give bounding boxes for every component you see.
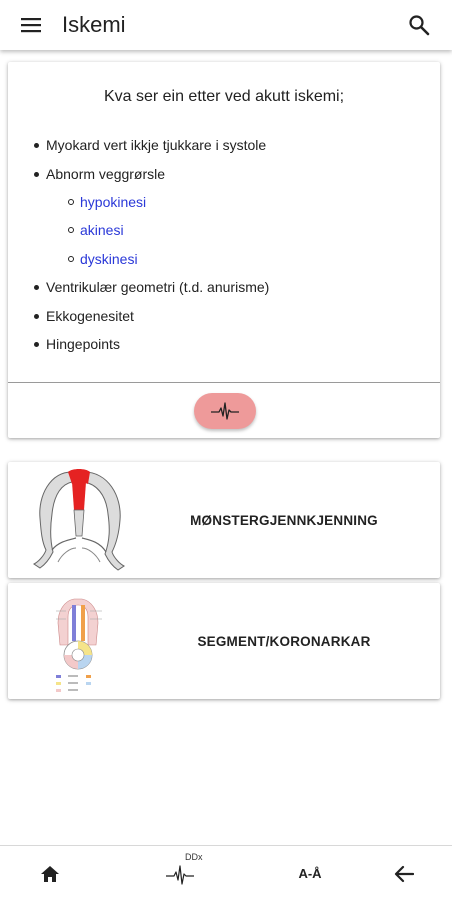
list-item-label: Ekkogenesitet bbox=[46, 307, 134, 324]
a-z-button[interactable] bbox=[280, 846, 340, 900]
findings-list bbox=[8, 136, 440, 364]
nav-card-label: SEGMENT/KORONARKAR bbox=[197, 633, 371, 649]
ecg-wave-icon bbox=[210, 401, 240, 421]
back-button[interactable] bbox=[374, 846, 434, 900]
nav-card-pattern-recognition[interactable] bbox=[8, 462, 440, 578]
ecg-button[interactable] bbox=[194, 393, 256, 429]
hamburger-menu-icon[interactable] bbox=[16, 10, 46, 40]
sub-list-item bbox=[68, 193, 440, 222]
bottom-navigation bbox=[0, 845, 452, 900]
nav-card-segment-coronary[interactable] bbox=[8, 583, 440, 699]
list-item bbox=[34, 335, 440, 364]
heart-apical-view-illustration bbox=[28, 466, 128, 574]
list-item-label: Myokard vert ikkje tjukkare i systole bbox=[46, 137, 267, 153]
list-item bbox=[34, 278, 440, 307]
arrow-back-icon bbox=[394, 865, 414, 883]
link-hypokinesi[interactable]: hypokinesi bbox=[80, 193, 147, 210]
link-dyskinesi[interactable]: dyskinesi bbox=[80, 250, 138, 267]
list-item-label: Hingepoints bbox=[46, 336, 120, 352]
app-bar bbox=[0, 0, 452, 50]
home-icon bbox=[40, 865, 60, 883]
coronary-segment-diagram bbox=[28, 587, 128, 695]
link-akinesi[interactable]: akinesi bbox=[80, 222, 124, 238]
nav-card-label: MØNSTERGJENNKJENNING bbox=[190, 512, 378, 528]
home-button[interactable] bbox=[20, 846, 80, 900]
question-heading: Kva ser ein etter ved akutt iskemi; bbox=[103, 88, 345, 105]
main-content bbox=[0, 50, 452, 845]
page-title: Iskemi bbox=[62, 12, 126, 37]
list-item bbox=[34, 136, 440, 165]
list-item-label: Abnorm veggrørsle bbox=[46, 165, 166, 182]
a-z-label: A-Å bbox=[298, 866, 322, 881]
sub-list-item bbox=[68, 250, 440, 279]
list-item bbox=[34, 307, 440, 336]
ecg-wave-icon bbox=[165, 863, 195, 885]
divider bbox=[8, 382, 440, 383]
ddx-label: DDx bbox=[185, 852, 203, 862]
search-icon[interactable] bbox=[406, 12, 432, 38]
sub-list bbox=[46, 193, 440, 279]
sub-list-item bbox=[68, 221, 440, 250]
info-card bbox=[8, 62, 440, 438]
list-item bbox=[34, 165, 440, 279]
list-item-label: Ventrikulær geometri (t.d. anurisme) bbox=[46, 279, 270, 295]
